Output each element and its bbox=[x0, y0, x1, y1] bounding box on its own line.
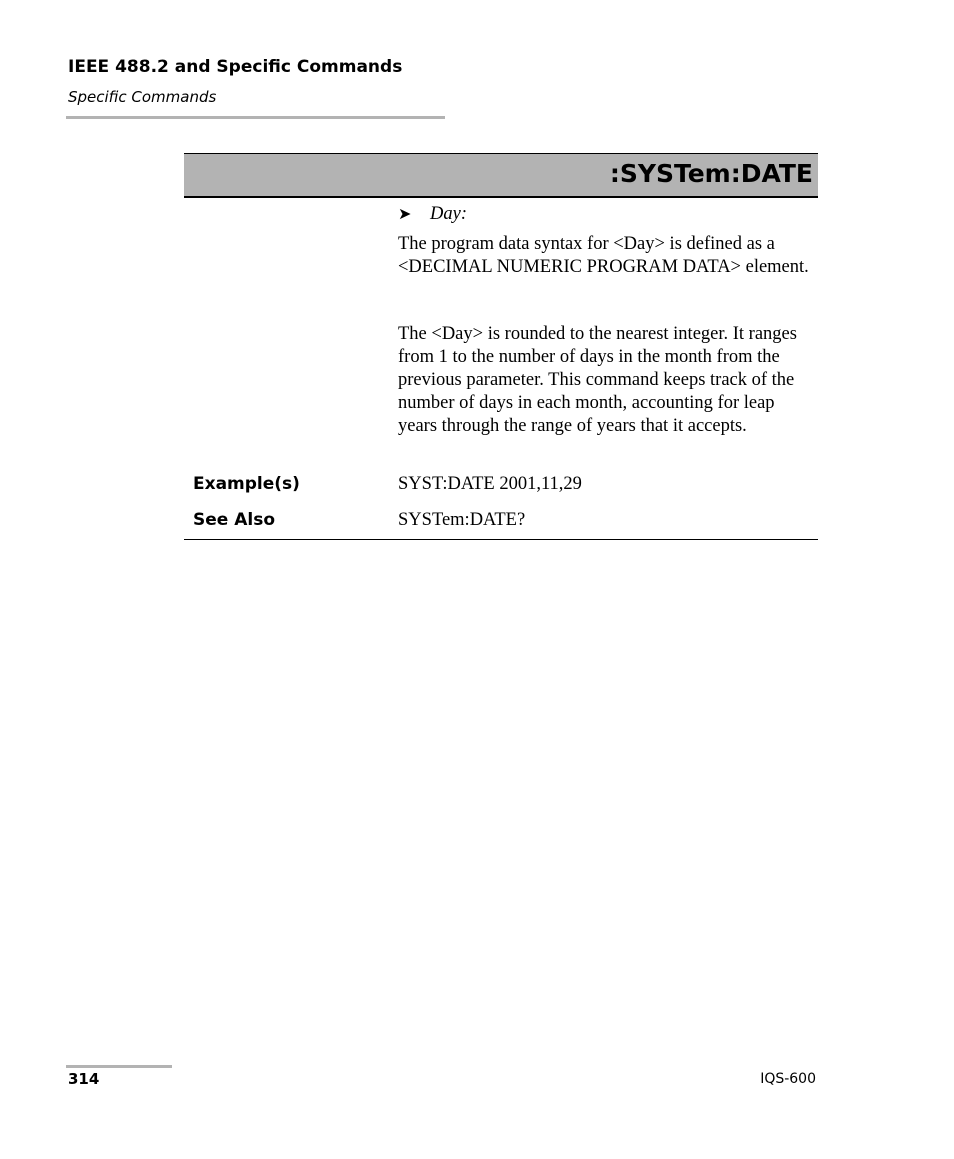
product-name: IQS-600 bbox=[760, 1071, 816, 1087]
page-number: 314 bbox=[68, 1070, 100, 1088]
examples-value: SYST:DATE 2001,11,29 bbox=[398, 474, 582, 494]
see-also-value: SYSTem:DATE? bbox=[398, 510, 526, 530]
command-title-bar bbox=[184, 153, 818, 198]
chapter-title: IEEE 488.2 and Specific Commands bbox=[68, 57, 403, 77]
command-title: :SYSTem:DATE bbox=[609, 159, 813, 188]
parameter-heading bbox=[398, 203, 467, 226]
parameter-description-1: The program data syntax for <Day> is defined as a <DECIMAL NUMERIC PROGRAM DATA> element. bbox=[398, 234, 809, 277]
parameter-description-2: The <Day> is rounded to the nearest integer. It ranges from 1 to the number of days in the month from the previous parameter. This command keeps track of the number of days in each month, accounting for leap years through the range of years that it accepts. bbox=[398, 324, 797, 436]
footer-divider bbox=[66, 1065, 172, 1068]
arrow-bullet-icon: ➤ bbox=[398, 206, 412, 223]
table-bottom-rule bbox=[184, 539, 818, 540]
examples-label: Example(s) bbox=[193, 474, 300, 494]
parameter-name: Day: bbox=[430, 204, 467, 224]
header-divider bbox=[66, 116, 445, 119]
section-subtitle: Specific Commands bbox=[68, 88, 217, 106]
see-also-label: See Also bbox=[193, 510, 276, 530]
